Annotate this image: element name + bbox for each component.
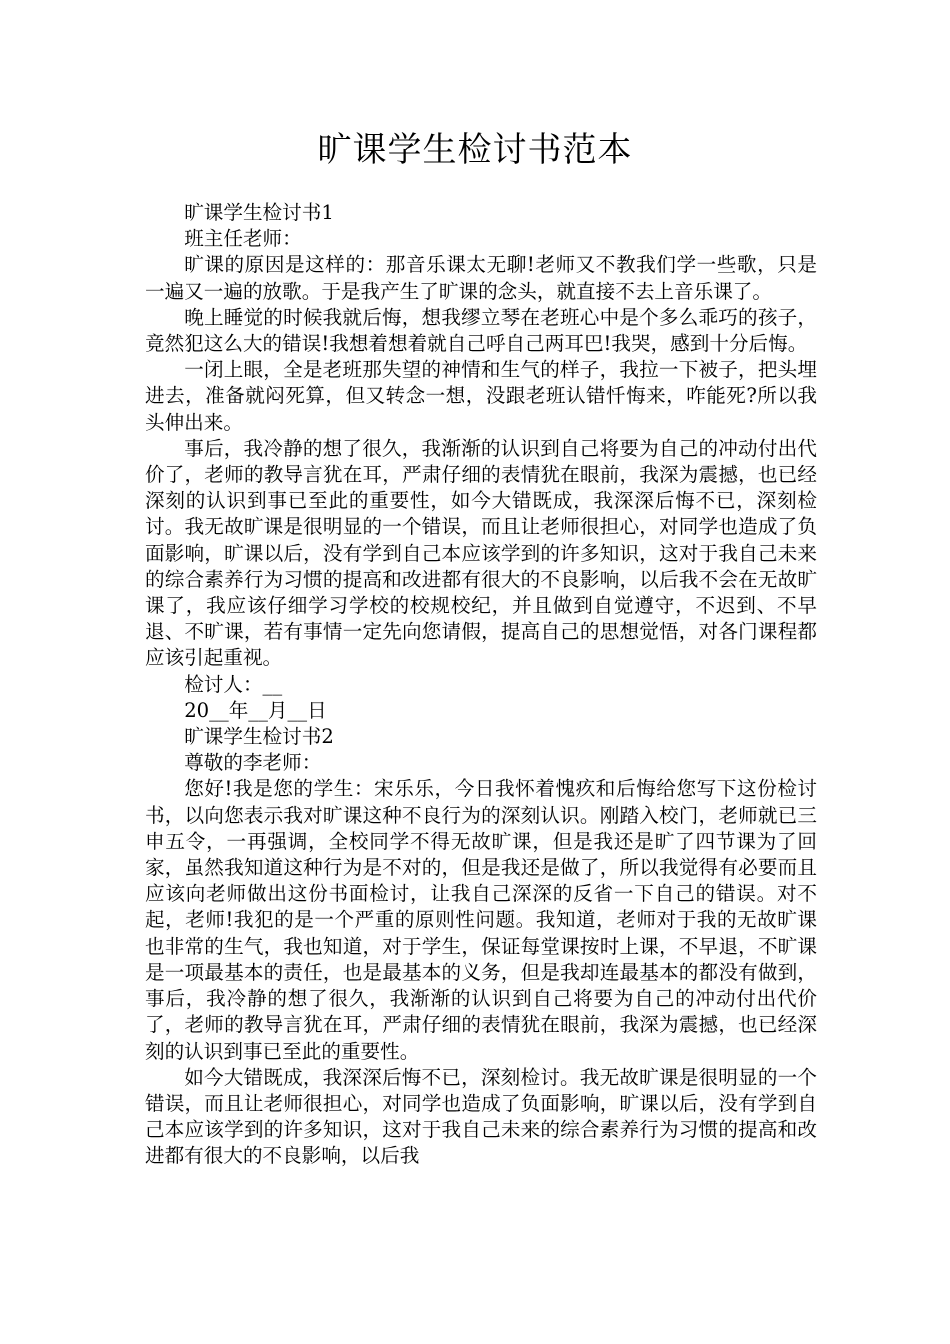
document-body — [145, 200, 817, 1170]
letter1-paragraph-4: 事后，我冷静的想了很久，我渐渐的认识到自己将要为自己的冲动付出代价了，老师的教导言犹在耳，严肃仔细的表情犹在眼前，我深为震撼，也已经深刻的认识到事已至此的重要性，如今大错既成，我深深后悔不已，深刻检讨。我无故旷课是很明显的一个错误，而且让老师很担心，对同学也造成了负面影响，旷课以后，没有学到自己本应该学到的许多知识，这对于我自己未来的综合素养行为习惯的提高和改进都有很大的不良影响，以后我不会在无故旷课了，我应该仔细学习学校的校规校纪，并且做到自觉遵守，不迟到、不早退、不旷课，若有事情一定先向您请假，提高自己的思想觉悟，对各门课程都应该引起重视。 — [145, 436, 817, 670]
document-title: 旷课学生检讨书范本 — [317, 130, 633, 170]
letter2-paragraph-1: 您好!我是您的学生：宋乐乐，今日我怀着愧疚和后悔给您写下这份检讨书，以向您表示我对旷课这种不良行为的深刻认识。刚踏入校门，老师就已三申五令，一再强调，全校同学不得无故旷课，但是我还是旷了四节课为了回家，虽然我知道这种行为是不对的，但是我还是做了，所以我觉得有必要而且应该向老师做出这份书面检讨，让我自己深深的反省一下自己的错误。对不起，老师!我犯的是一个严重的原则性问题。我知道，老师对于我的无故旷课也非常的生气，我也知道，对于学生，保证每堂课按时上课，不早退，不旷课是一项最基本的责任，也是最基本的义务，但是我却连最基本的都没有做到，事后，我冷静的想了很久，我渐渐的认识到自己将要为自己的冲动付出代价了，老师的教导言犹在耳，严肃仔细的表情犹在眼前，我深为震撼，也已经深刻的认识到事已至此的重要性。 — [145, 777, 817, 1063]
letter2-paragraph-2: 如今大错既成，我深深后悔不已，深刻检讨。我无故旷课是很明显的一个错误，而且让老师很担心，对同学也造成了负面影响，旷课以后，没有学到自己本应该学到的许多知识，这对于我自己未来的综合素养行为习惯的提高和改进都有很大的不良影响，以后我 — [145, 1065, 817, 1168]
letter1-paragraph-2: 晚上睡觉的时候我就后悔，想我缪立琴在老班心中是个多么乖巧的孩子，竟然犯这么大的错误!我想着想着就自己呼自己两耳巴!我哭，感到十分后悔。 — [145, 305, 817, 356]
letter1-paragraph-3: 一闭上眼，全是老班那失望的神情和生气的样子，我拉一下被子，把头埋进去，准备就闷死算，但又转念一想，没跟老班认错忏悔来，咋能死?所以我头伸出来。 — [145, 358, 817, 434]
letter2-heading: 旷课学生检讨书2 — [184, 725, 334, 749]
letter1-salutation: 班主任老师： — [184, 227, 302, 251]
letter1-signature: 检讨人：__ — [184, 672, 283, 696]
letter2-salutation: 尊敬的李老师： — [184, 751, 322, 775]
letter1-date: 20__年__月__日 — [184, 698, 327, 722]
letter1-paragraph-1: 旷课的原因是这样的：那音乐课太无聊!老师又不教我们学一些歌，只是一遍又一遍的放歌。于是我产生了旷课的念头，就直接不去上音乐课了。 — [145, 253, 817, 303]
letter1-heading: 旷课学生检讨书1 — [184, 201, 334, 224]
